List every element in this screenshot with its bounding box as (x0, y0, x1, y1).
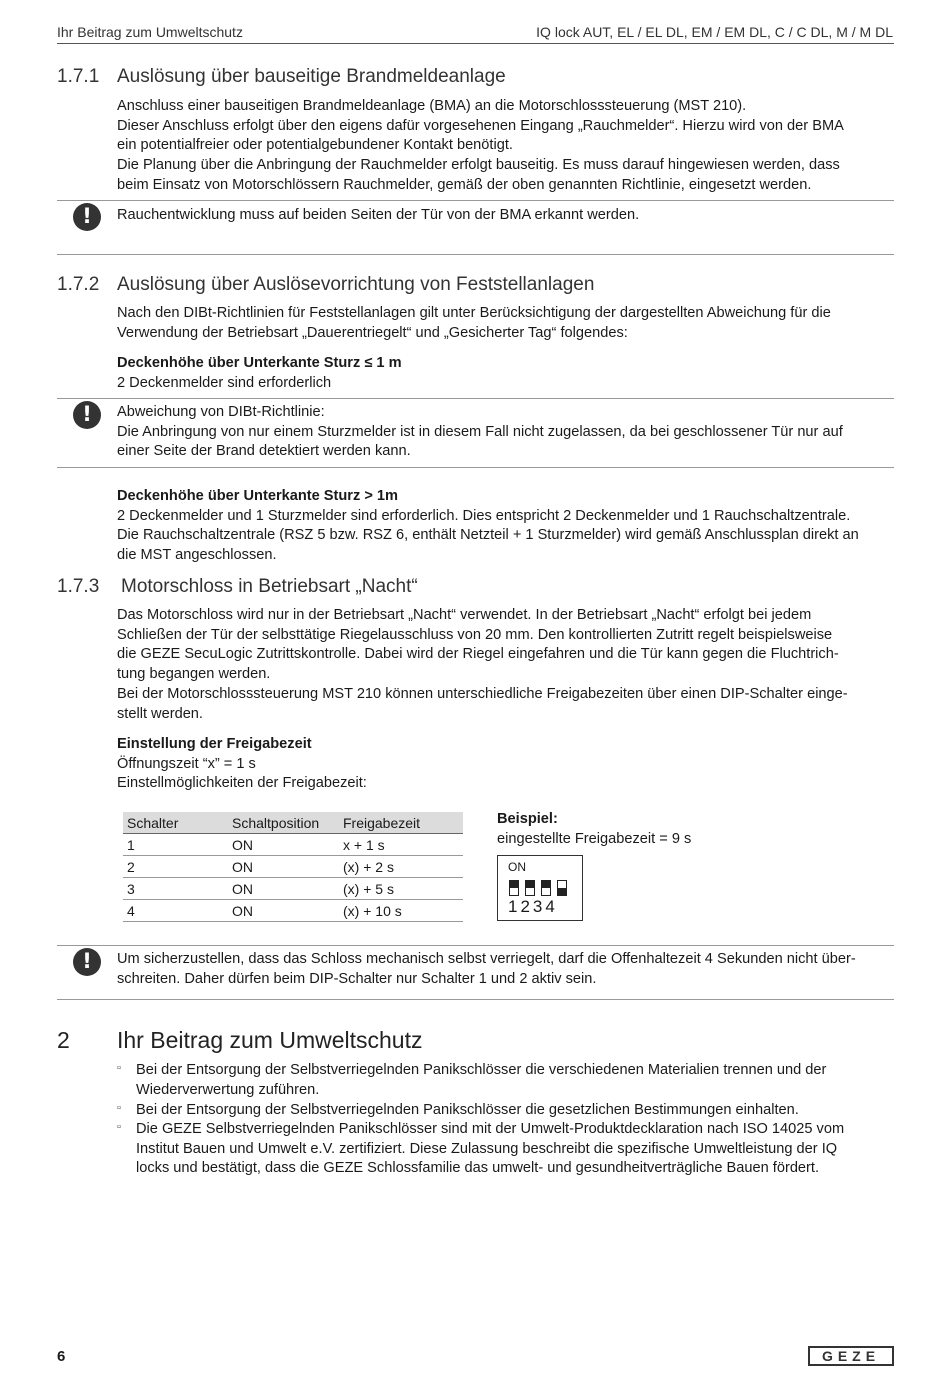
list-item (136, 1061, 916, 1100)
chapter-number: 2 (57, 1027, 70, 1053)
warning-line: Rauchentwicklung muss auf beiden Seiten der Tür von der BMA erkannt werden. (117, 207, 640, 223)
column-header: Freigabezeit (339, 812, 463, 834)
list-item-line: Bei der Entsorgung der Selbstverriegelnden Panikschlösser die gesetzlichen Bestimmungen einhalten. (136, 1102, 799, 1118)
setting-line: Öffnungszeit “x” = 1 s (117, 755, 256, 772)
list-item-line: Institut Bauen und Umwelt e.V. zertifiziert. Diese Zulassung beschreibt die spezifische Umweltleistung der IQ (136, 1140, 838, 1157)
table-cell: 2 (123, 856, 228, 878)
list-item-line: Bei der Entsorgung der Selbstverriegelnden Panikschlösser die verschiedenen Materialien trennen und der (136, 1062, 827, 1078)
table-row (123, 834, 463, 856)
dip-switch-4 (557, 880, 567, 896)
release-time-table (123, 812, 463, 922)
list-item-line: locks und bestätigt, dass die GEZE Schlossfamilie das umwelt- und gesundheitverträgliche Bauen fördert. (136, 1160, 820, 1177)
table-cell: ON (228, 834, 339, 856)
page-number: 6 (57, 1348, 66, 1365)
body-line: tung begangen werden. (117, 666, 271, 683)
warning-text (117, 206, 897, 226)
case-text: 2 Deckenmelder und 1 Sturzmelder sind erforderlich. Dies entspricht 2 Deckenmelder und 1 Rauchschaltzentrale. (117, 507, 851, 524)
case-block (117, 354, 897, 393)
exclamation-warning-icon: ! (73, 948, 101, 976)
exclamation-warning-icon: ! (73, 401, 101, 429)
table-cell: ON (228, 900, 339, 922)
case-text: Die Rauchschaltzentrale (RSZ 5 bzw. RSZ 6, enthält Netzteil + 1 Sturzmelder) wird gemäß Anschlussplan direkt an (117, 527, 859, 544)
body-line: Verwendung der Betriebsart „Dauerentriegelt“ und „Gesicherter Tag“ folgendes: (117, 324, 628, 341)
warning-line: einer Seite der Brand detektiert werden kann. (117, 443, 411, 460)
chapter-title: Ihr Beitrag zum Umweltschutz (117, 1027, 423, 1053)
table-cell: ON (228, 878, 339, 900)
list-item-line: Wiederverwertung zuführen. (136, 1081, 320, 1098)
case-text: die MST angeschlossen. (117, 547, 277, 564)
table-cell: (x) + 2 s (339, 856, 463, 878)
dip-switch-1 (509, 880, 519, 896)
running-header-left: Ihr Beitrag zum Umweltschutz (57, 24, 243, 40)
warning-line: Die Anbringung von nur einem Sturzmelder ist in diesem Fall nicht zugelassen, da bei geschlossener Tür nur auf (117, 423, 843, 440)
warning-text (117, 403, 897, 462)
section-number: 1.7.3 (57, 576, 100, 597)
body-line: ein potentialfreier oder potentialgebundener Kontakt benötigt. (117, 137, 513, 154)
table-cell: (x) + 5 s (339, 878, 463, 900)
divider (57, 254, 894, 255)
table-cell: (x) + 10 s (339, 900, 463, 922)
table-row (123, 856, 463, 878)
dip-switch-2 (525, 880, 535, 896)
divider (57, 398, 894, 399)
dip-on-label: ON (508, 860, 526, 874)
setting-heading: Einstellung der Freigabezeit (117, 736, 312, 752)
list-item (136, 1120, 916, 1179)
case-heading: Deckenhöhe über Unterkante Sturz > 1m (117, 488, 399, 504)
table-cell: 1 (123, 834, 228, 856)
warning-line: Um sicherzustellen, dass das Schloss mechanisch selbst verriegelt, darf die Offenhaltezeit 4 Sekunden nicht über- (117, 951, 856, 967)
example-heading: Beispiel: (497, 811, 558, 827)
setting-line: Einstellmöglichkeiten der Freigabezeit: (117, 775, 367, 792)
warning-line: Abweichung von DIBt-Richtlinie: (117, 404, 325, 420)
body-line: Schließen der Tür der selbsttätige Riegelausschluss von 20 mm. Den kontrollierten Zutritt regelt beispielsweise (117, 626, 833, 643)
section-body (117, 304, 897, 343)
square-bullet-icon: ▫ (117, 1121, 121, 1133)
section-body (117, 97, 897, 196)
example-text: eingestellte Freigabezeit = 9 s (497, 830, 692, 847)
list-item-line: Die GEZE Selbstverriegelnden Panikschlösser sind mit der Umwelt-Produktdecklaration nach ISO 14025 vom (136, 1121, 845, 1137)
warning-line: schreiten. Daher dürfen beim DIP-Schalter nur Schalter 1 und 2 aktiv sein. (117, 970, 597, 987)
exclamation-warning-icon: ! (73, 203, 101, 231)
body-line: Bei der Motorschlosssteuerung MST 210 können unterschiedliche Freigabezeiten über einen DIP-Schalter einge- (117, 685, 848, 702)
body-line: Anschluss einer bauseitigen Brandmeldeanlage (BMA) an die Motorschlosssteuerung (MST 210). (117, 98, 747, 114)
case-heading: Deckenhöhe über Unterkante Sturz ≤ 1 m (117, 355, 402, 371)
body-line: die GEZE SecuLogic Zutrittskontrolle. Dabei wird der Riegel eingefahren und die Tür kann gegen die Fluchtrich- (117, 646, 839, 663)
body-line: Dieser Anschluss erfolgt über den eigens dafür vorgesehenen Eingang „Rauchmelder“. Hierzu wird von der BMA (117, 117, 844, 134)
header-divider (57, 43, 894, 44)
example-block (497, 810, 691, 849)
section-body (117, 606, 897, 724)
section-number: 1.7.1 (57, 66, 100, 87)
section-title: Motorschloss in Betriebsart „Nacht“ (121, 576, 418, 597)
running-header-right: IQ lock AUT, EL / EL DL, EM / EM DL, C / C DL, M / M DL (536, 24, 893, 40)
divider (57, 467, 894, 468)
body-line: Die Planung über die Anbringung der Rauchmelder erfolgt bauseitig. Es muss darauf hingewiesen werden, dass (117, 157, 840, 174)
body-line: stellt werden. (117, 705, 203, 722)
dip-numbers: 1234 (508, 897, 558, 916)
square-bullet-icon: ▫ (117, 1062, 121, 1074)
square-bullet-icon: ▫ (117, 1102, 121, 1114)
table-header-row (123, 812, 463, 834)
body-line: Nach den DIBt-Richtlinien für Feststellanlagen gilt unter Berücksichtigung der dargestellten Abweichung für die (117, 305, 831, 321)
section-title: Auslösung über bauseitige Brandmeldeanlage (117, 66, 506, 87)
column-header: Schalter (123, 812, 228, 834)
section-title: Auslösung über Auslösevorrichtung von Feststellanlagen (117, 274, 595, 295)
dip-switch-diagram (497, 855, 583, 921)
case-block (117, 487, 897, 566)
divider (57, 945, 894, 946)
table-cell: ON (228, 856, 339, 878)
setting-block (117, 735, 897, 794)
table-cell: 3 (123, 878, 228, 900)
divider (57, 999, 894, 1000)
body-line: beim Einsatz von Motorschlössern Rauchmelder, gemäß der oben genannten Richtlinie, eingesetzt werden. (117, 176, 812, 193)
table-row (123, 900, 463, 922)
table-cell: x + 1 s (339, 834, 463, 856)
column-header: Schaltposition (228, 812, 339, 834)
list-item (136, 1101, 916, 1121)
section-number: 1.7.2 (57, 274, 100, 295)
dip-switch-3 (541, 880, 551, 896)
table-cell: 4 (123, 900, 228, 922)
brand-logo: GEZE (808, 1346, 894, 1366)
divider (57, 200, 894, 201)
body-line: Das Motorschloss wird nur in der Betriebsart „Nacht“ verwendet. In der Betriebsart „Nacht“ erfolgt bei jedem (117, 607, 812, 623)
warning-text (117, 950, 897, 989)
table-row (123, 878, 463, 900)
case-text: 2 Deckenmelder sind erforderlich (117, 374, 332, 391)
